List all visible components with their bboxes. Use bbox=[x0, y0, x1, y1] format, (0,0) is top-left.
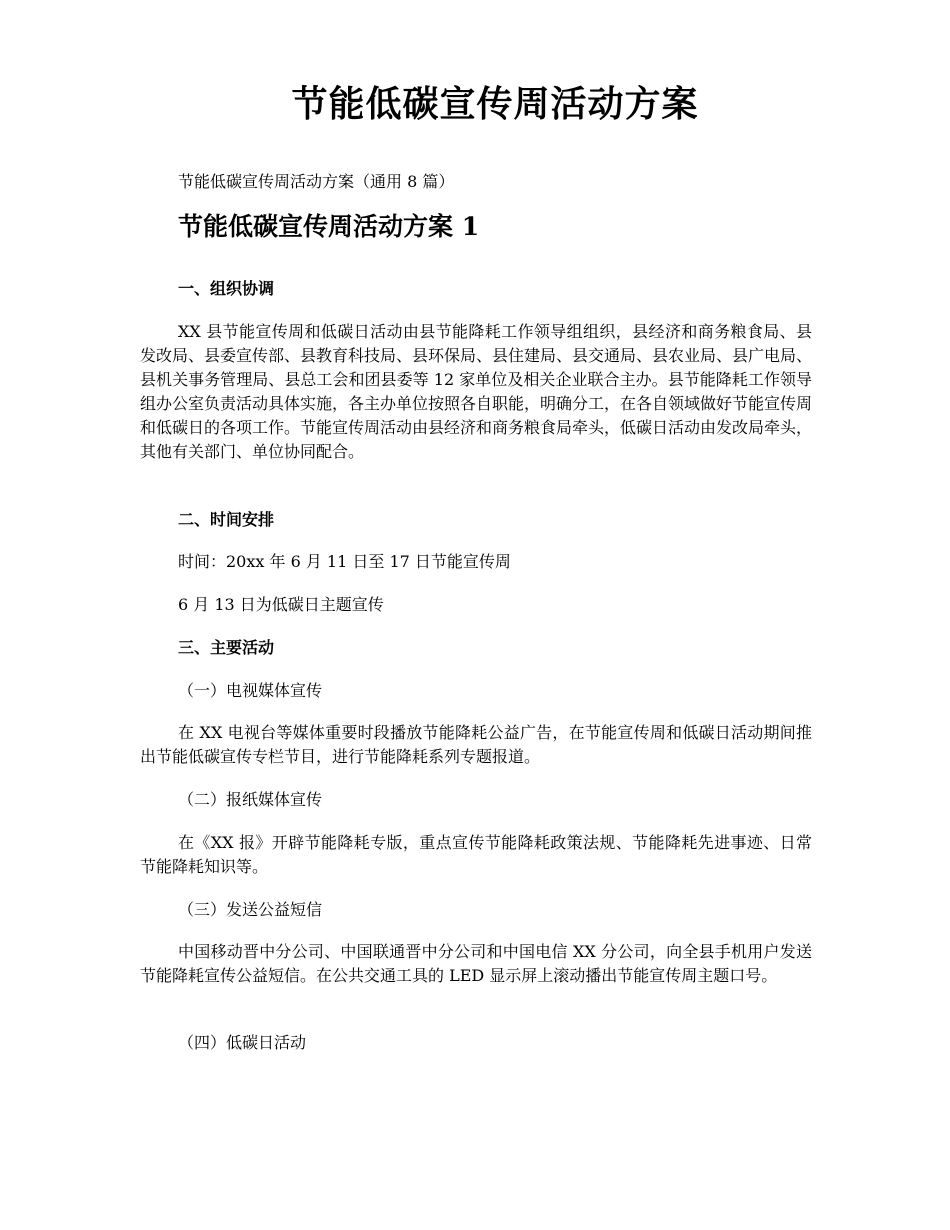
document-title: 节能低碳宣传周活动方案 bbox=[291, 83, 699, 125]
paragraph-sms: 中国移动晋中分公司、中国联通晋中分公司和中国电信 XX 分公司，向全县手机用户发送节能降耗宣传公益短信。在公共交通工具的 LED 显示屏上滚动播出节能宣传周主题口号。 bbox=[140, 942, 812, 985]
heading-organization: 一、组织协调 bbox=[178, 279, 275, 298]
subheading-lowcarbon-day: （四）低碳日活动 bbox=[178, 1033, 307, 1052]
heading-schedule: 二、时间安排 bbox=[178, 510, 275, 529]
schedule-line-lowcarbon-day: 6 月 13 日为低碳日主题宣传 bbox=[178, 595, 384, 614]
subheading-sms: （三）发送公益短信 bbox=[178, 900, 323, 919]
paragraph-organization: XX 县节能宣传周和低碳日活动由县节能降耗工作领导组组织，县经济和商务粮食局、县发改局、县委宣传部、县教育科技局、县环保局、县住建局、县交通局、县农业局、县广电局、县机关事务管理局、县总工会和团县委等 12 家单位及相关企业联合主办。县节能降耗工作领导组办公室负责活动具体实施，各主办单位按照各自职能，明确分工，在各自领域做好节能宣传周和低碳日的各项工作。节能宣传周活动由县经济和商务粮食局牵头，低碳日活动由发改局牵头，其他有关部门、单位协同配合。 bbox=[140, 322, 813, 461]
paragraph-tv-media: 在 XX 电视台等媒体重要时段播放节能降耗公益广告，在节能宣传周和低碳日活动期间推出节能低碳宣传专栏节目，进行节能降耗系列专题报道。 bbox=[140, 723, 812, 766]
schedule-line-time: 时间：20xx 年 6 月 11 日至 17 日节能宣传周 bbox=[178, 552, 511, 571]
heading-main-activities: 三、主要活动 bbox=[178, 638, 275, 657]
subheading-newspaper: （二）报纸媒体宣传 bbox=[178, 790, 323, 809]
document-subtitle: 节能低碳宣传周活动方案（通用 8 篇） bbox=[178, 172, 455, 191]
subheading-tv-media: （一）电视媒体宣传 bbox=[178, 681, 323, 700]
paragraph-newspaper: 在《XX 报》开辟节能降耗专版，重点宣传节能降耗政策法规、节能降耗先进事迹、日常节能降耗知识等。 bbox=[140, 833, 812, 876]
section-title: 节能低碳宣传周活动方案 1 bbox=[178, 212, 480, 241]
